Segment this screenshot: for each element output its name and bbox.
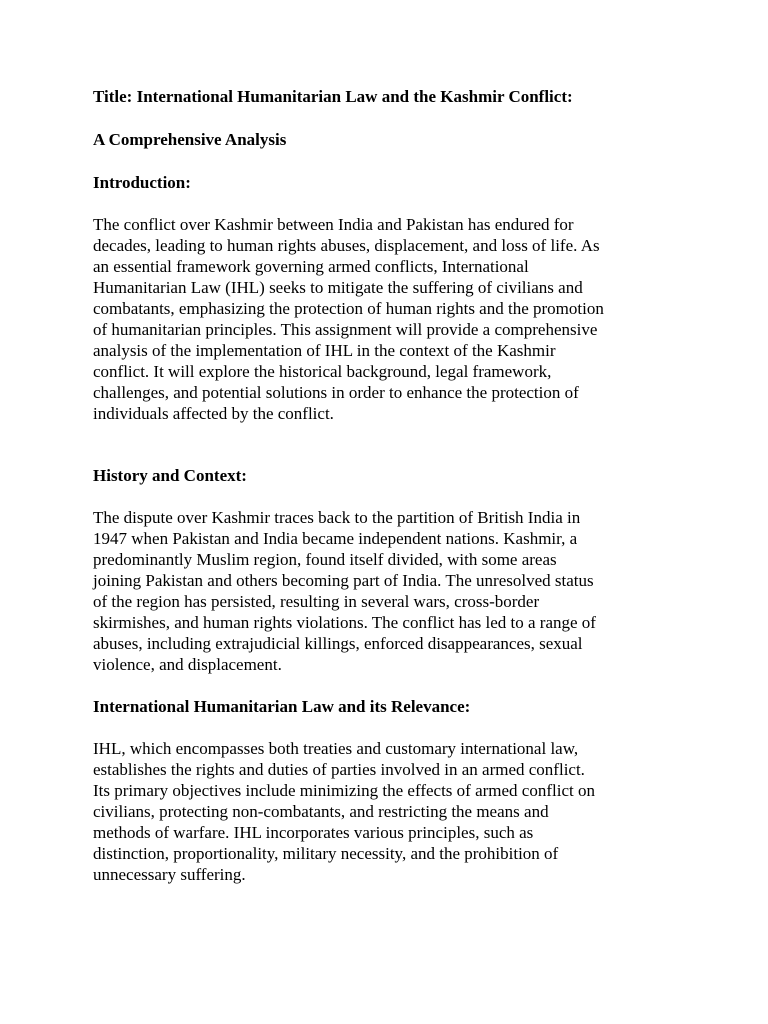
section-body-history: The dispute over Kashmir traces back to the partition of British India in 1947 when Pakistan and India became independent nations. Kashmir, a predominantly Muslim region, found itself divided, with some areas joining Pakistan and others becoming part of India. The unresolved status of the region has persisted, resulting in several wars, cross-border skirmishes, and human rights violations. The conflict has led to a range of abuses, including extrajudicial killings, enforced disappearances, sexual violence, and displacement. (93, 508, 596, 674)
section-heading-introduction: Introduction: (93, 173, 191, 192)
section-body-introduction: The conflict over Kashmir between India and Pakistan has endured for decades, leading to human rights abuses, displacement, and loss of life. As an essential framework governing armed conflicts, International Humanitarian Law (IHL) seeks to mitigate the suffering of civilians and combatants, emphasizing the protection of human rights and the promotion of humanitarian principles. This assignment will provide a comprehensive analysis of the implementation of IHL in the context of the Kashmir conflict. It will explore the historical background, legal framework, challenges, and potential solutions in order to enhance the protection of individuals affected by the conflict. (93, 215, 604, 423)
document-subtitle: A Comprehensive Analysis (93, 130, 287, 149)
document-content (93, 86, 693, 885)
section-body-ihl-relevance: IHL, which encompasses both treaties and customary international law, establishes the rights and duties of parties involved in an armed conflict. Its primary objectives include minimizing the effects of armed conflict on civilians, protecting non-combatants, and restricting the means and methods of warfare. IHL incorporates various principles, such as distinction, proportionality, military necessity, and the prohibition of unnecessary suffering. (93, 739, 595, 884)
document-title: Title: International Humanitarian Law and the Kashmir Conflict: (93, 87, 573, 106)
section-heading-history: History and Context: (93, 466, 247, 485)
section-heading-ihl-relevance: International Humanitarian Law and its Relevance: (93, 697, 471, 716)
